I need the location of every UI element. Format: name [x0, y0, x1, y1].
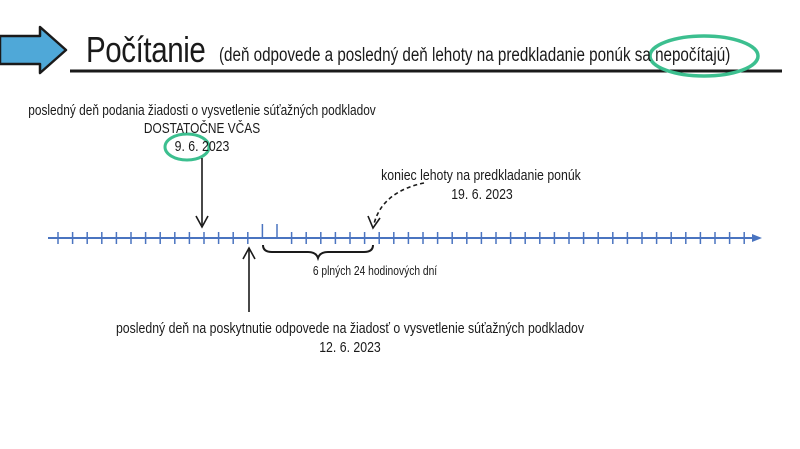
request-deadline-label: posledný deň podania žiadosti o vysvetlenie súťažných podkladov	[28, 103, 376, 119]
request-deadline-date: 9. 6. 2023	[174, 138, 230, 155]
offer-deadline-date: 19. 6. 2023	[451, 186, 513, 203]
answer-deadline-date: 12. 6. 2023	[319, 339, 381, 356]
page-subtitle: (deň odpovede a posledný deň lehoty na predkladanie ponúk sa nepočítajú)	[219, 45, 731, 66]
days-brace	[263, 245, 373, 258]
offer-deadline-label: koniec lehoty na predkladanie ponúk	[381, 167, 581, 184]
arrow-icon	[0, 27, 66, 73]
answer-deadline-label: posledný deň na poskytnutie odpovede na žiadosť o vysvetlenie súťažných podkladov	[115, 320, 585, 337]
days-count-label: 6 plných 24 hodinových dní	[312, 264, 438, 278]
end-arrow-dashed	[374, 183, 424, 224]
timeline-arrowhead	[752, 234, 762, 242]
request-deadline-sublabel: DOSTATOČNE VČAS	[143, 121, 261, 137]
page-title: Počítanie	[86, 29, 206, 70]
timeline-ticks	[58, 224, 744, 244]
